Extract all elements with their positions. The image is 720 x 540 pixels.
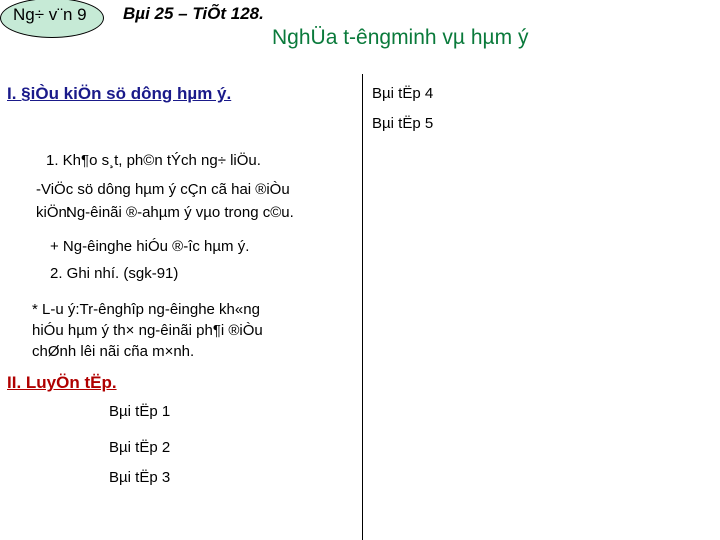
page-title: NghÜa t-êngminh vµ hµm ý: [272, 26, 529, 49]
exercise-4: Bµi tËp 4: [372, 85, 434, 102]
note-text: * L-u ý:Tr-ênghîp ng-êinghe kh«ng hiÓu hµm ý th× ng-êinãi ph¶i ®iÒu chØnh lêi nãi cña m×nh.: [32, 301, 263, 360]
remember-item: 2. Ghi nhí. (sgk-91): [50, 265, 179, 282]
section2-heading: II. LuyÖn tËp.: [7, 373, 117, 392]
grade-badge: [0, 0, 104, 38]
exercise-3: Bµi tËp 3: [109, 469, 171, 486]
column-divider: [362, 74, 363, 540]
lesson-label: Bµi 25 – TiÕt 128.: [123, 4, 264, 23]
exercise-5: Bµi tËp 5: [372, 115, 434, 132]
exercise-1: Bµi tËp 1: [109, 403, 171, 420]
condition-line-2: kiÖn:: [36, 204, 72, 221]
condition-listener: + Ng-êinghe hiÓu ®-îc hµm ý.: [50, 238, 250, 255]
exercise-2: Bµi tËp 2: [109, 439, 171, 456]
grade-badge-label: Ng÷ v¨n 9: [13, 5, 87, 24]
survey-item: 1. Kh¶o s¸t, ph©n tÝch ng÷ liÖu.: [46, 152, 261, 169]
section1-heading: I. §iÒu kiÖn sö dông hµm ý.: [7, 84, 232, 103]
condition-line-1: -ViÖc sö dông hµm ý cÇn cã hai ®iÒu: [36, 181, 290, 198]
condition-speaker: Ng-êinãi ®-ahµm ý vµo trong c©u.: [66, 204, 294, 221]
